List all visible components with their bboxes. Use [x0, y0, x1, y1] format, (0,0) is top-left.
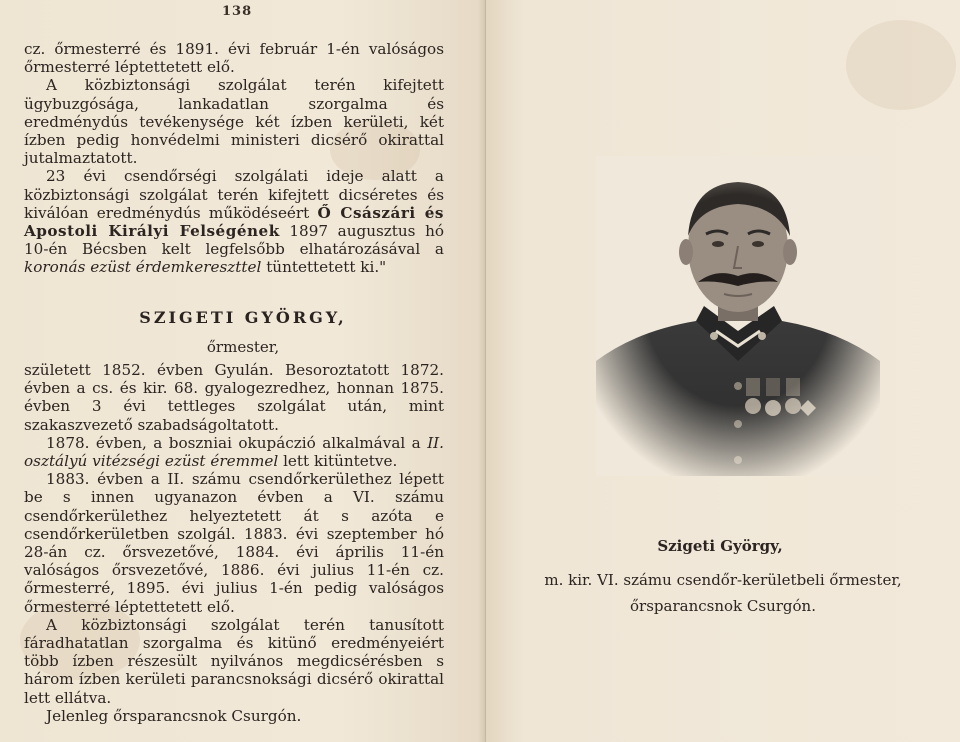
- paper-stain: [846, 20, 956, 110]
- paragraph: 1883. évben a II. számu csendőrkerülethez lépett be s innen ugyanazon évben a VI. számu csendőrkerülethez helyeztetett át s azóta e csendőrkerületben szolgál. 1883. évi szeptember hó 28-án cz. őrsvezetővé, 1884. évi április 11-én valóságos őrsvezetővé, 1886. évi julius 11-én cz. őrmesterré, 1895. évi julius 1-én pedig valóságos őrmesterré léptettetett elő.: [24, 470, 444, 616]
- paragraph: A közbiztonsági szolgálat terén kifejtett ügybuzgósága, lankadatlan szorgalma és eredménydús tevékenysége két ízben kerületi, két ízben pedig honvédelmi ministeri dicsérő okirattal jutalmaztatott.: [24, 76, 444, 168]
- paragraph: A közbiztonsági szolgálat terén tanusított fáradhatatlan szorgalma és kitünő eredményeiért több ízben részesült nyilvános megdicsérésben s három ízben kerületi parancsnoksági dicsérő okirattal lett ellátva.: [24, 615, 444, 707]
- paragraph-text: 1897 augusztus hó 10-én Bécsben kelt legfelsőbb elhatározásával a: [24, 222, 445, 259]
- text-block-top: [24, 40, 444, 277]
- paragraph-text: 1878. évben, a boszniai okupáczió alkalmával a: [46, 433, 421, 452]
- paragraph: Jelenleg őrsparancsnok Csurgón.: [46, 706, 302, 725]
- caption-line: őrsparancsnok Csurgón.: [630, 597, 816, 615]
- caption-name: Szigeti György,: [657, 537, 783, 555]
- paragraph-text: tüntettetett ki.": [266, 258, 387, 277]
- paragraph-text: lett kitüntetve.: [283, 452, 398, 471]
- paragraph: cz. őrmesterré és 1891. évi február 1-én valóságos őrmesterré léptettetett elő.: [24, 40, 444, 77]
- section-subtitle: őrmester,: [206, 338, 280, 356]
- caption-line: m. kir. VI. számu csendőr-kerületbeli őrmester,: [544, 571, 902, 589]
- paragraph: [24, 167, 444, 276]
- italic-text: koronás ezüst érdemkereszttel: [24, 258, 262, 277]
- bold-text: Ő Császári és Apostoli Királyi Felségének: [24, 203, 444, 241]
- text-block-bottom: [24, 361, 444, 725]
- italic-text: II. osztályú vitézségi ezüst éremmel: [24, 433, 445, 471]
- portrait-photo: [596, 156, 880, 476]
- section-title: SZIGETI GYÖRGY,: [139, 308, 347, 327]
- paragraph: [24, 434, 444, 470]
- paragraph-text: 23 évi csendőrségi szolgálati ideje alatt a közbiztonsági szolgálat terén kifejtett dicséretes és kiválóan eredménydús működéseért: [24, 167, 444, 222]
- paragraph: született 1852. évben Gyulán. Besoroztatott 1872. évben a cs. és kir. 68. gyalogezredhez, honnan 1875. évben 3 évi tettleges szolgálat után, mint szakaszvezető szabadságoltatott.: [24, 361, 444, 434]
- page-number: 138: [222, 4, 253, 19]
